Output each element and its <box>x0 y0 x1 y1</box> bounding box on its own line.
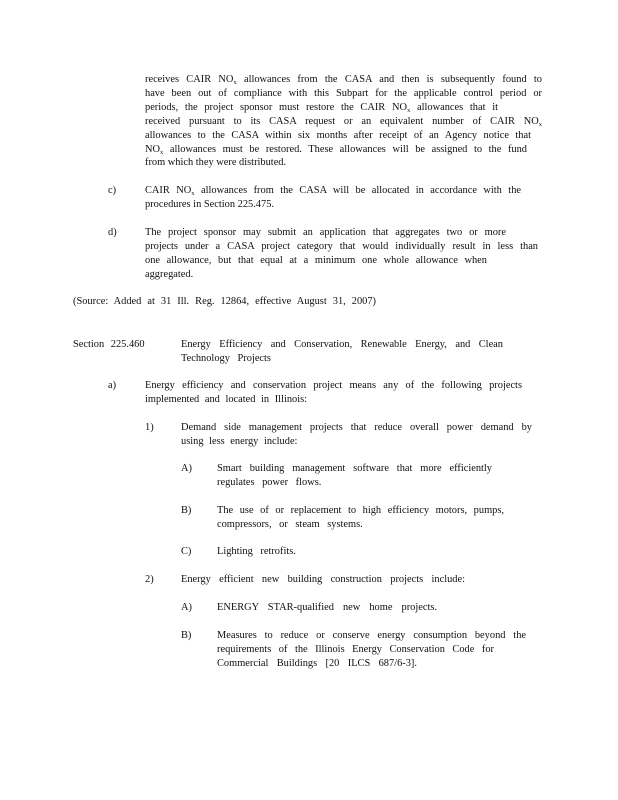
text-line: using less energy include: <box>181 435 298 447</box>
text-line: Lighting retrofits. <box>217 546 296 557</box>
item-2B-text <box>217 629 526 671</box>
item-d-label: d) <box>108 227 117 238</box>
item-2-text <box>181 573 465 587</box>
text-line: Energy Efficiency and Conservation, Renewable Energy, and Clean <box>181 339 503 350</box>
item-1B-label: B) <box>181 505 192 516</box>
section-number: Section 225.460 <box>73 339 145 350</box>
text-line: Technology Projects <box>181 352 271 364</box>
item-d-text <box>145 226 538 282</box>
text-line: one allowance, but that equal at a minimum one whole allowance when <box>145 254 487 266</box>
text-line: Energy efficient new building construction projects include: <box>181 574 465 585</box>
text-line: from which they were distributed. <box>145 157 287 169</box>
text-line: projects under a CASA project category that would individually result in less than <box>145 240 538 252</box>
text-line: Measures to reduce or conserve energy consumption beyond the <box>217 630 526 641</box>
subsection-a-text <box>145 379 522 407</box>
subsection-a-label: a) <box>108 380 117 391</box>
text-line: receives CAIR $NO_x$ allowances from the CASA and then is subsequently found to <box>145 74 542 86</box>
text-line: $NO_x$ allowances must be restored. These allowances will be assigned to the fund <box>145 143 527 156</box>
carryover-paragraph <box>145 73 542 170</box>
item-2A-text <box>217 601 437 615</box>
text-line: implemented and located in Illinois: <box>145 393 308 405</box>
text-line: have been out of compliance with this Subpart for the applicable control period or <box>145 87 542 99</box>
text-line: The use of or replacement to high efficiency motors, pumps, <box>217 505 504 516</box>
item-c-label: c) <box>108 185 117 196</box>
text-line: Demand side management projects that reduce overall power demand by <box>181 422 532 433</box>
item-1A-label: A) <box>181 463 192 474</box>
text-line: Commercial Buildings [20 ILCS 687/6-3]. <box>217 657 417 669</box>
item-2A-label: A) <box>181 602 192 613</box>
text-line: compressors, or steam systems. <box>217 518 363 530</box>
item-1A-text <box>217 462 492 490</box>
item-1-label: 1) <box>145 422 154 433</box>
text-line: aggregated. <box>145 268 194 280</box>
text-line: allowances to the CASA within six months after receipt of an Agency notice that <box>145 129 531 141</box>
item-1B-text <box>217 504 504 532</box>
text-line: Energy efficiency and conservation project means any of the following projects <box>145 380 522 391</box>
source-note <box>73 295 376 309</box>
item-1C-label: C) <box>181 546 192 557</box>
item-2B-label: B) <box>181 630 192 641</box>
text-line: Smart building management software that more efficiently <box>217 463 492 474</box>
text-line: (Source: Added at 31 Ill. Reg. 12864, effective August 31, 2007) <box>73 296 376 307</box>
text-line: procedures in Section 225.475. <box>145 198 274 210</box>
text-line: CAIR $NO_x$ allowances from the CASA will be allocated in accordance with the <box>145 185 522 197</box>
item-1C-text <box>217 545 296 559</box>
item-1-text <box>181 421 532 449</box>
text-line: periods, the project sponsor must restore the CAIR $NO_x$ allowances that it <box>145 101 498 114</box>
text-line: ENERGY STAR-qualified new home projects. <box>217 602 437 613</box>
item-2-label: 2) <box>145 574 154 585</box>
section-title <box>181 338 503 366</box>
text-line: regulates power flows. <box>217 476 322 488</box>
item-c-text <box>145 184 521 212</box>
text-line: requirements of the Illinois Energy Conservation Code for <box>217 643 494 655</box>
text-line: The project sponsor may submit an application that aggregates two or more <box>145 227 506 238</box>
text-line: received pursuant to its CASA request or an equivalent number of CAIR $NO_x$ <box>145 115 542 128</box>
